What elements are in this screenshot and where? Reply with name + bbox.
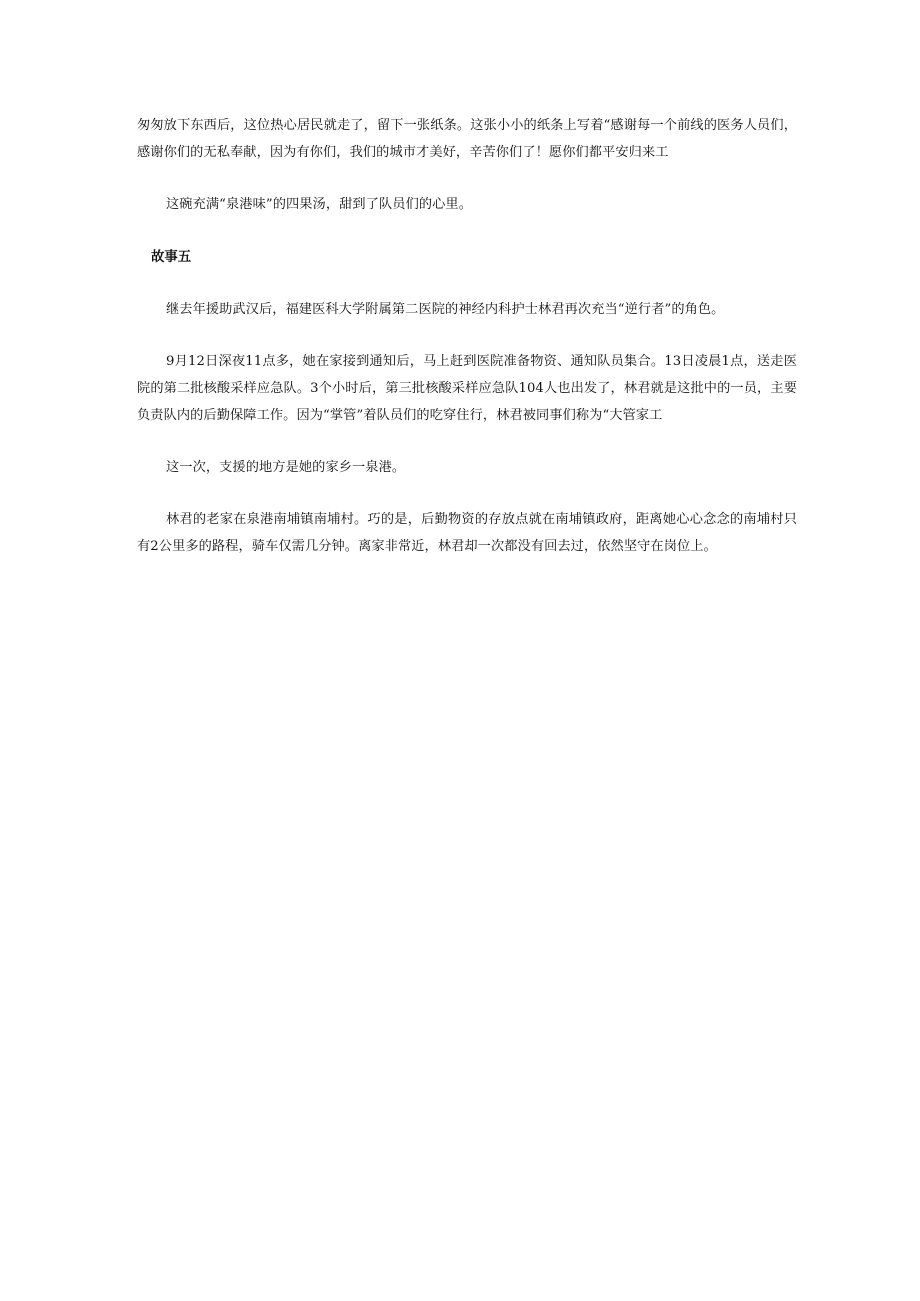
paragraph-note: 匆匆放下东西后，这位热心居民就走了，留下一张纸条。这张小小的纸条上写着“感谢每一个前线的医务人员们，感谢你们的无私奉献，因为有你们，我们的城市才美好，辛苦你们了！愿你们都平安归来工 (137, 118, 797, 160)
section-heading-story-five: 故事五 (151, 250, 192, 265)
paragraph-village: 林君的老家在泉港南埔镇南埔村。巧的是，后勤物资的存放点就在南埔镇政府，距离她心心念念的南埔村只有2公里多的路程，骑车仅需几分钟。离家非常近，林君却一次都没有回去过，依然坚守在岗位上。 (137, 512, 797, 554)
paragraph-lin-jun-intro: 继去年援助武汉后，福建医科大学附属第二医院的神经内科护士林君再次充当“逆行者”的角色。 (166, 302, 725, 317)
paragraph-hometown: 这一次，支援的地方是她的家乡一泉港。 (166, 460, 406, 475)
paragraph-deployment: 9月12日深夜11点多，她在家接到通知后，马上赶到医院准备物资、通知队员集合。13日凌晨1点，送走医院的第二批核酸采样应急队。3个小时后，第三批核酸采样应急队104人也出发了，林君就是这批中的一员，主要负责队内的后勤保障工作。因为“掌管”着队员们的吃穿住行，林君被同事们称为“大管家工 (137, 354, 797, 423)
document-body (137, 112, 797, 560)
paragraph-soup: 这碗充满“泉港味”的四果汤，甜到了队员们的心里。 (166, 197, 473, 212)
